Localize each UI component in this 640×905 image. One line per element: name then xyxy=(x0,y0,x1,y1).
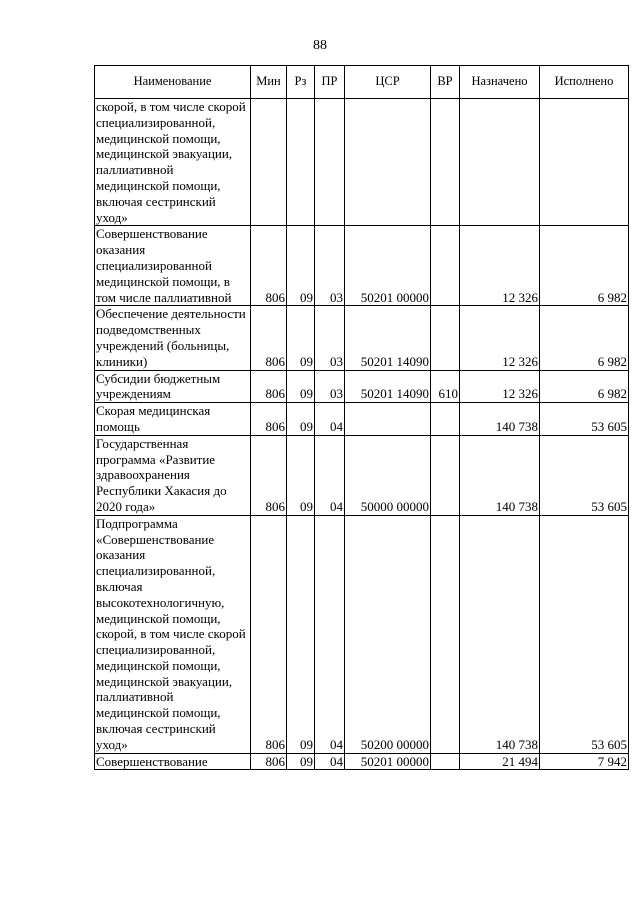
table-header-row xyxy=(95,66,629,99)
cell-min: 806 xyxy=(251,306,287,370)
cell-vr xyxy=(431,306,460,370)
cell-rz: 09 xyxy=(287,435,315,515)
cell-rz: 09 xyxy=(287,403,315,436)
cell-assigned: 140 738 xyxy=(460,435,540,515)
cell-rz: 09 xyxy=(287,306,315,370)
table-row xyxy=(95,753,629,770)
cell-min: 806 xyxy=(251,753,287,770)
cell-assigned xyxy=(460,99,540,226)
cell-pr: 04 xyxy=(315,403,345,436)
cell-min: 806 xyxy=(251,515,287,753)
cell-csr xyxy=(345,99,431,226)
cell-assigned: 140 738 xyxy=(460,515,540,753)
cell-executed: 7 942 xyxy=(540,753,629,770)
cell-executed: 53 605 xyxy=(540,435,629,515)
cell-vr xyxy=(431,435,460,515)
cell-name: Субсидии бюджетным учреждениям xyxy=(95,370,251,403)
table-row xyxy=(95,515,629,753)
cell-vr xyxy=(431,99,460,226)
cell-name: Совершенствование xyxy=(95,753,251,770)
cell-csr: 50201 00000 xyxy=(345,226,431,306)
cell-rz: 09 xyxy=(287,226,315,306)
header-name: Наименование xyxy=(95,66,251,99)
cell-vr: 610 xyxy=(431,370,460,403)
cell-rz xyxy=(287,99,315,226)
header-executed: Исполнено xyxy=(540,66,629,99)
cell-assigned: 12 326 xyxy=(460,370,540,403)
cell-vr xyxy=(431,515,460,753)
cell-min xyxy=(251,99,287,226)
cell-min: 806 xyxy=(251,435,287,515)
cell-vr xyxy=(431,753,460,770)
header-min: Мин xyxy=(251,66,287,99)
header-rz: Рз xyxy=(287,66,315,99)
cell-pr: 03 xyxy=(315,370,345,403)
cell-executed: 53 605 xyxy=(540,515,629,753)
cell-rz: 09 xyxy=(287,370,315,403)
cell-name: Государственная программа «Развитие здравоохранения Республики Хакасия до 2020 года» xyxy=(95,435,251,515)
cell-executed: 6 982 xyxy=(540,370,629,403)
cell-assigned: 12 326 xyxy=(460,306,540,370)
cell-pr: 03 xyxy=(315,226,345,306)
cell-csr: 50000 00000 xyxy=(345,435,431,515)
cell-name: Совершенствование оказания специализированной медицинской помощи, в том числе паллиативной xyxy=(95,226,251,306)
cell-pr xyxy=(315,99,345,226)
cell-name: Обеспечение деятельности подведомственных учреждений (больницы, клиники) xyxy=(95,306,251,370)
header-assigned: Назначено xyxy=(460,66,540,99)
cell-vr xyxy=(431,226,460,306)
cell-name: Скорая медицинская помощь xyxy=(95,403,251,436)
cell-executed: 6 982 xyxy=(540,306,629,370)
budget-table xyxy=(94,65,629,770)
header-csr: ЦСР xyxy=(345,66,431,99)
table-row xyxy=(95,306,629,370)
cell-pr: 03 xyxy=(315,306,345,370)
cell-executed xyxy=(540,99,629,226)
cell-executed: 6 982 xyxy=(540,226,629,306)
table-row xyxy=(95,226,629,306)
cell-csr: 50201 00000 xyxy=(345,753,431,770)
table-row xyxy=(95,403,629,436)
cell-assigned: 12 326 xyxy=(460,226,540,306)
header-vr: ВР xyxy=(431,66,460,99)
page-number: 88 xyxy=(313,38,327,53)
cell-csr xyxy=(345,403,431,436)
cell-min: 806 xyxy=(251,403,287,436)
cell-assigned: 140 738 xyxy=(460,403,540,436)
cell-min: 806 xyxy=(251,226,287,306)
cell-pr: 04 xyxy=(315,753,345,770)
cell-csr: 50200 00000 xyxy=(345,515,431,753)
header-pr: ПР xyxy=(315,66,345,99)
cell-executed: 53 605 xyxy=(540,403,629,436)
cell-csr: 50201 14090 xyxy=(345,370,431,403)
cell-vr xyxy=(431,403,460,436)
cell-pr: 04 xyxy=(315,435,345,515)
cell-name: Подпрограмма «Совершенствование оказания специализированной, включая высокотехнологичную, медицинской помощи, скорой, в том числе скорой специализированной, медицинской помощи, медицинской эвакуации, паллиативной медицинской помощи, включая сестринский уход» xyxy=(95,515,251,753)
cell-name: скорой, в том числе скорой специализированной, медицинской помощи, медицинской эвакуации, паллиативной медицинской помощи, включая сестринский уход» xyxy=(95,99,251,226)
cell-csr: 50201 14090 xyxy=(345,306,431,370)
cell-assigned: 21 494 xyxy=(460,753,540,770)
cell-rz: 09 xyxy=(287,753,315,770)
table-row xyxy=(95,435,629,515)
cell-pr: 04 xyxy=(315,515,345,753)
table-row xyxy=(95,370,629,403)
cell-min: 806 xyxy=(251,370,287,403)
cell-rz: 09 xyxy=(287,515,315,753)
table-row xyxy=(95,99,629,226)
